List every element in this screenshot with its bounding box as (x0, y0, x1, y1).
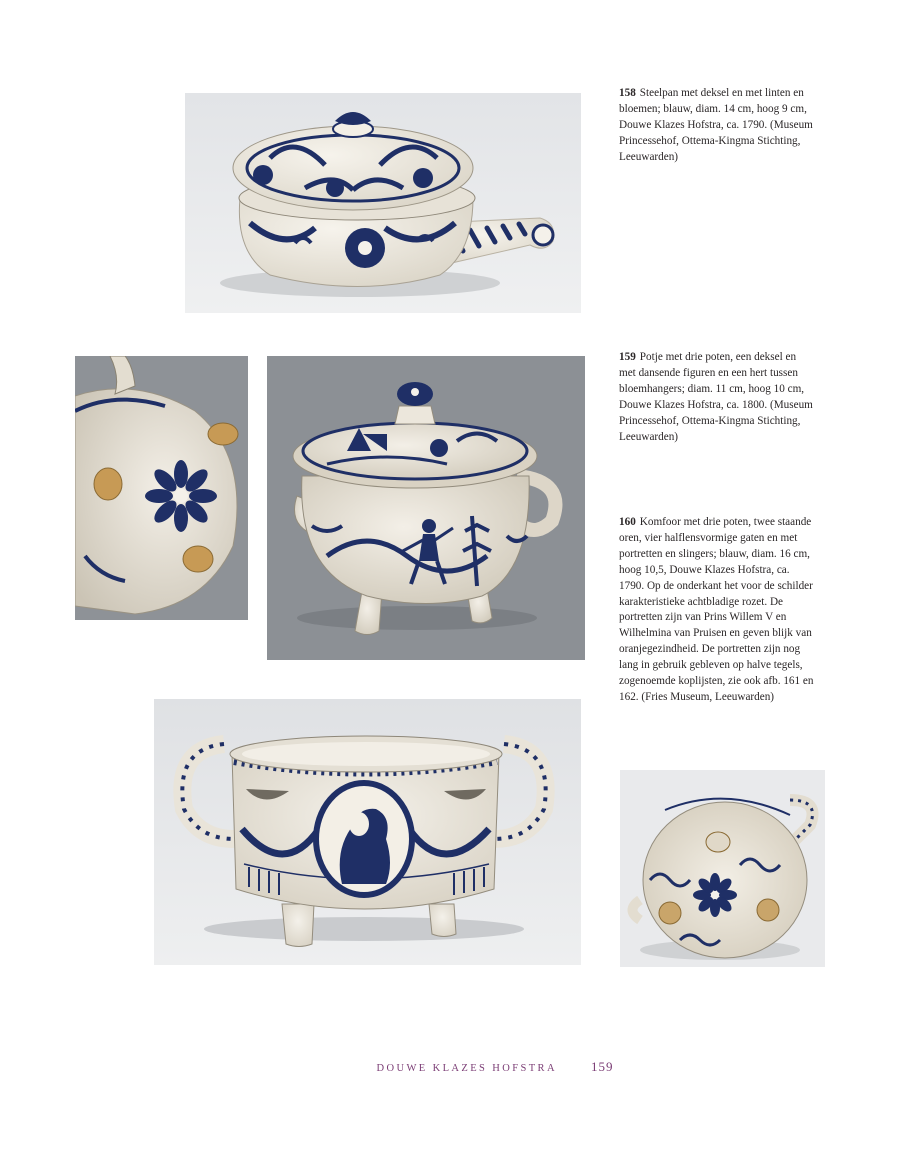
page-footer (0, 1059, 900, 1075)
photo-pot-159 (267, 356, 585, 660)
photo-komfoor-160 (154, 699, 581, 965)
caption-number: 160 (619, 516, 636, 528)
caption-text: Potje met drie poten, een deksel en met dansende figuren en een hert tussen bloemhangers; diam. 11 cm, hoog 10 cm, Douwe Klazes Hofstra, ca. 1800. (Museum Princessehof, Ottema-Kingma Stichting, Leeuwarden) (619, 351, 813, 443)
caption-number: 159 (619, 351, 636, 363)
caption-text: Steelpan met deksel en met linten en bloemen; blauw, diam. 14 cm, hoog 9 cm, Douwe Klazes Hofstra, ca. 1790. (Museum Princessehof, Ottema-Kingma Stichting, Leeuwarden) (619, 87, 813, 163)
running-title: DOUWE KLAZES HOFSTRA (376, 1063, 557, 1074)
rosette-motif (145, 460, 217, 532)
photo-komfoor-underside-160 (620, 770, 825, 967)
caption-158 (619, 86, 815, 166)
pot-image (267, 356, 585, 660)
komfoor-underside-image (620, 770, 825, 967)
photo-saucepan-158 (185, 93, 581, 313)
caption-159 (619, 350, 815, 445)
caption-number: 158 (619, 87, 636, 99)
eight-petal-rosette (693, 873, 737, 917)
caption-160 (619, 515, 815, 706)
pot-underside-image (75, 356, 248, 620)
saucepan-image (185, 93, 581, 313)
photo-pot-underside-159 (75, 356, 248, 620)
page-number: 159 (590, 1059, 614, 1074)
caption-text: Komfoor met drie poten, twee staande oren, vier halflensvormige gaten en met portretten en slingers; blauw, diam. 16 cm, hoog 10,5, Douwe Klazes Hofstra, ca. 1790. Op de onderkant het voor de schilder karakteristieke achtbladige rozet. De portretten zijn van Prins Willem V en Wilhelmina van Pruisen en geven blijk van oranjegezindheid. De portretten zijn nog lang in gebruik gebleven op halve tegels, zogenoemde koplijsten, zie ook afb. 161 en 162. (Fries Museum, Leeuwarden) (619, 516, 814, 703)
komfoor-image (154, 699, 581, 965)
